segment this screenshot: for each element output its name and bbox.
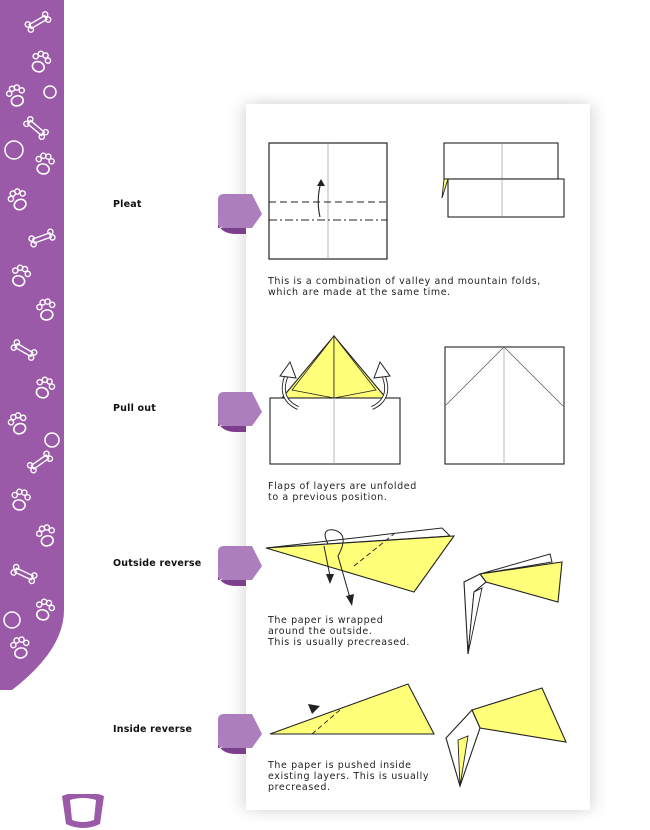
outside-reverse-diagram-result: [462, 552, 566, 656]
section-description: [268, 276, 541, 298]
section-description: [268, 615, 410, 648]
section-description: [268, 481, 417, 503]
decorative-side-band: [0, 0, 72, 829]
section-tab: [218, 194, 262, 234]
description-line: The paper is wrapped: [268, 615, 384, 626]
description-line: existing layers. This is usually: [268, 771, 430, 782]
page-number-badge: [58, 794, 108, 830]
pleat-diagram-result: [440, 142, 566, 218]
description-line: to a previous position.: [268, 492, 388, 503]
description-line: This is a combination of valley and mountain folds,: [268, 276, 541, 287]
section-tab: [218, 714, 262, 754]
section-label-pleat: Pleat: [113, 199, 142, 210]
description-line: This is usually precreased.: [268, 637, 410, 648]
description-line: precreased.: [268, 782, 331, 793]
section-tab: [218, 392, 262, 432]
description-line: which are made at the same time.: [268, 287, 451, 298]
description-line: around the outside.: [268, 626, 373, 637]
section-label-outside-reverse: Outside reverse: [113, 558, 202, 569]
pleat-diagram-step1: [268, 142, 388, 260]
inside-reverse-diagram-step1: [268, 682, 436, 738]
pull-out-diagram-step1: [268, 334, 404, 466]
inside-reverse-diagram-result: [444, 686, 568, 788]
outside-reverse-diagram-step1: [264, 526, 460, 610]
section-label-pull-out: Pull out: [113, 403, 156, 414]
section-description: [268, 760, 429, 793]
section-tab: [218, 546, 262, 586]
pull-out-diagram-result: [444, 346, 566, 466]
description-line: The paper is pushed inside: [268, 760, 412, 771]
section-label-inside-reverse: Inside reverse: [113, 724, 193, 735]
page-number: 16: [78, 802, 92, 812]
description-line: Flaps of layers are unfolded: [268, 481, 417, 492]
